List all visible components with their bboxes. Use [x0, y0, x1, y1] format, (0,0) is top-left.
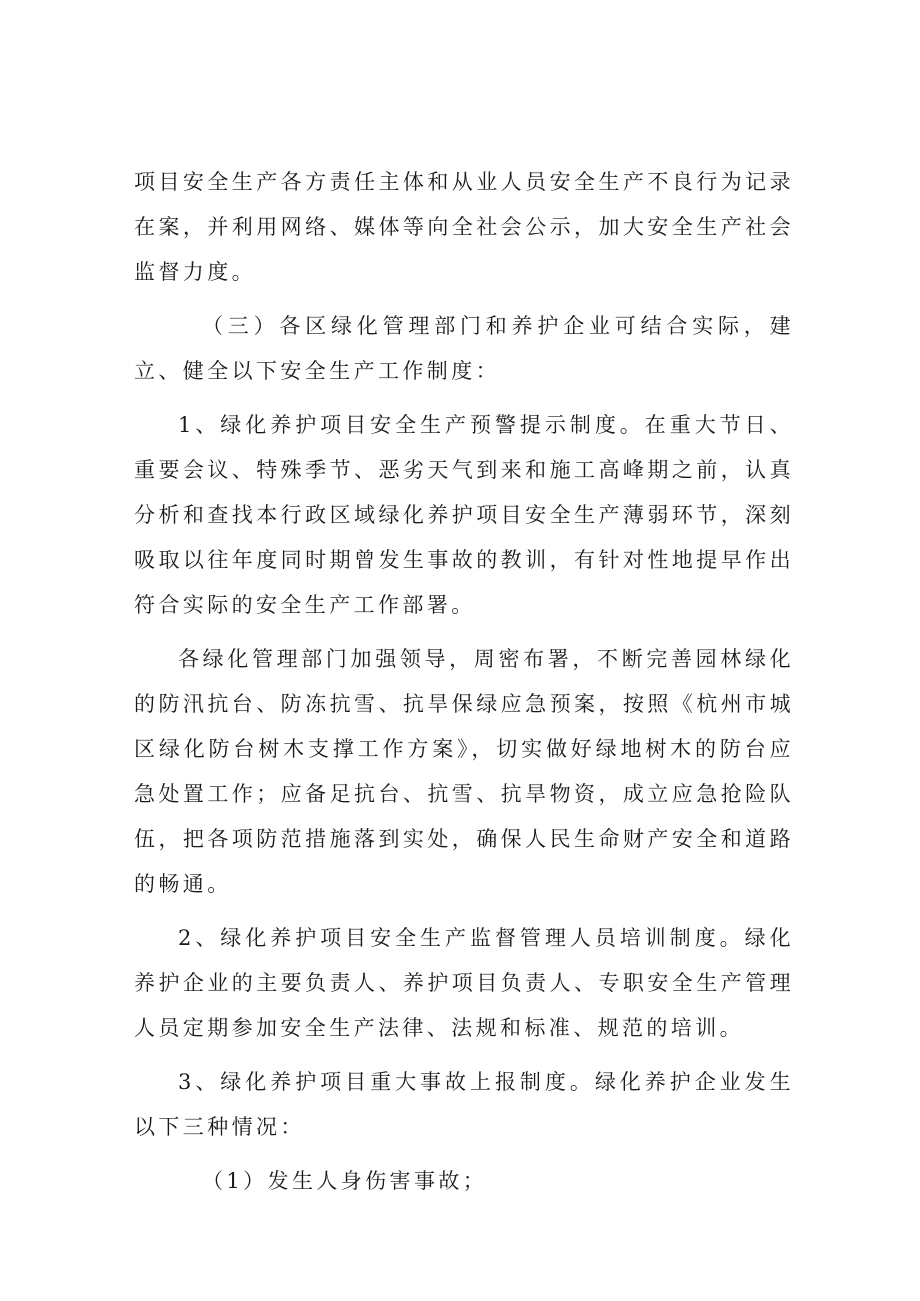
paragraph-item-2: 2、绿化养护项目安全生产监督管理人员培训制度。绿化养护企业的主要负责人、养护项目负责人、专职安全生产管理人员定期参加安全生产法律、法规和标准、规范的培训。: [134, 926, 794, 1040]
paragraph-continuation: 项目安全生产各方责任主体和从业人员安全生产不良行为记录在案，并利用网络、媒体等向全社会公示，加大安全生产社会监督力度。: [134, 170, 794, 284]
document-body: [134, 160, 794, 1213]
paragraph-item-1: 1、绿化养护项目安全生产预警提示制度。在重大节日、重要会议、特殊季节、恶劣天气到来和施工高峰期之前，认真分析和查找本行政区域绿化养护项目安全生产薄弱环节，深刻吸取以往年度同时期曾发生事故的教训，有针对性地提早作出符合实际的安全生产工作部署。: [134, 413, 794, 617]
paragraph-item-3: 3、绿化养护项目重大事故上报制度。绿化养护企业发生以下三种情况：: [134, 1070, 794, 1139]
paragraph-section-three: （三）各区绿化管理部门和养护企业可结合实际，建立、健全以下安全生产工作制度：: [134, 314, 794, 383]
paragraph-subitem-1: （1）发生人身伤害事故；: [202, 1169, 488, 1193]
paragraph-emergency-plan: 各绿化管理部门加强领导，周密布署，不断完善园林绿化的防汛抗台、防冻抗雪、抗旱保绿应急预案，按照《杭州市城区绿化防台树木支撑工作方案》，切实做好绿地树木的防台应急处置工作；应备足抗台、抗雪、抗旱物资，成立应急抢险队伍，把各项防范措施落到实处，确保人民生命财产安全和道路的畅通。: [134, 647, 794, 896]
